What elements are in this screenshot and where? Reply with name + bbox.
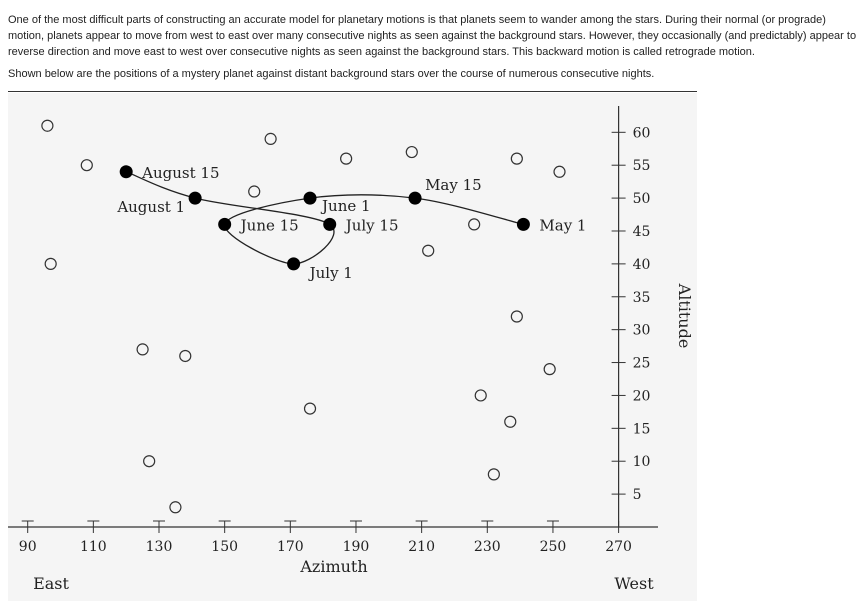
background-star — [45, 258, 56, 269]
background-star — [554, 166, 565, 177]
planet-position — [304, 192, 317, 205]
x-tick-label: 210 — [408, 539, 436, 555]
planet-date-label: May 1 — [539, 216, 587, 235]
y-tick-label: 10 — [632, 454, 651, 471]
intro-paragraph-2: Shown below are the positions of a mystery planet against distant background stars over the course of numerous consecutive nights. — [8, 68, 655, 80]
y-tick-label: 5 — [632, 487, 642, 504]
background-star — [81, 160, 92, 171]
planet-position — [189, 192, 202, 205]
background-star — [505, 416, 516, 427]
x-tick-label: 190 — [342, 539, 370, 555]
background-star — [265, 133, 276, 144]
y-tick-label: 15 — [632, 421, 651, 438]
background-star — [423, 245, 434, 256]
axes — [8, 106, 658, 555]
planet-position — [323, 218, 336, 231]
planet-date-label: June 1 — [322, 197, 371, 216]
y-tick-label: 35 — [632, 289, 651, 306]
planet-motion-figure — [8, 93, 697, 601]
planet-date-label: July 15 — [345, 216, 399, 235]
x-tick-label: 170 — [276, 539, 304, 555]
planet-position — [120, 165, 133, 178]
planet-date-label: August 1 — [117, 198, 186, 217]
planet-date-label: May 15 — [425, 176, 482, 195]
planet-position — [517, 218, 530, 231]
planet-date-label: August 15 — [142, 163, 220, 182]
background-star — [511, 153, 522, 164]
x-tick-label: 130 — [145, 539, 173, 555]
intro-paragraph-1: One of the most difficult parts of constructing an accurate model for planetary motions is that planets seem to wander among the stars. During their normal (or prograde) motion, planets appear to move from west to east over many consecutive nights as seen against the background stars. However, they occasionally (and predictably) appear to reverse direction and move east to west over consecutive nights as seen against the background stars. This backward motion is called retrograde motion. — [8, 14, 857, 58]
background-star — [180, 350, 191, 361]
y-tick-label: 55 — [632, 158, 651, 175]
background-star — [144, 456, 155, 467]
altitude-azimuth-chart — [8, 93, 697, 601]
background-star — [475, 390, 486, 401]
background-star — [42, 120, 53, 131]
y-tick-label: 40 — [632, 256, 651, 273]
planet-position — [218, 218, 231, 231]
x-tick-label: 270 — [605, 539, 632, 555]
x-axis-label: Azimuth — [300, 557, 368, 576]
background-stars — [42, 120, 565, 513]
y-tick-label: 45 — [632, 223, 651, 240]
background-star — [137, 344, 148, 355]
y-tick-label: 60 — [632, 125, 651, 142]
planet-date-label: July 1 — [309, 263, 353, 282]
y-tick-label: 25 — [632, 355, 651, 372]
y-tick-label: 20 — [632, 388, 651, 405]
y-axis-label: Altitude — [675, 283, 694, 349]
background-star — [341, 153, 352, 164]
x-tick-label: 250 — [539, 539, 567, 555]
y-tick-label: 50 — [632, 191, 651, 208]
background-star — [406, 147, 417, 158]
x-tick-label: 150 — [211, 539, 239, 555]
background-star — [544, 364, 555, 375]
x-tick-label: 230 — [473, 539, 501, 555]
x-tick-label: 90 — [18, 539, 37, 555]
intro-text — [8, 12, 863, 82]
y-tick-label: 30 — [632, 322, 651, 339]
east-label: East — [33, 574, 69, 593]
background-star — [170, 502, 181, 513]
background-star — [488, 469, 499, 480]
divider — [8, 91, 697, 92]
planet-position — [287, 257, 300, 270]
background-star — [469, 219, 480, 230]
west-label: West — [614, 574, 654, 593]
x-tick-label: 110 — [79, 539, 107, 555]
background-star — [511, 311, 522, 322]
planet-date-label: June 15 — [240, 216, 299, 235]
background-star — [305, 403, 316, 414]
planet-position — [409, 192, 422, 205]
background-star — [249, 186, 260, 197]
